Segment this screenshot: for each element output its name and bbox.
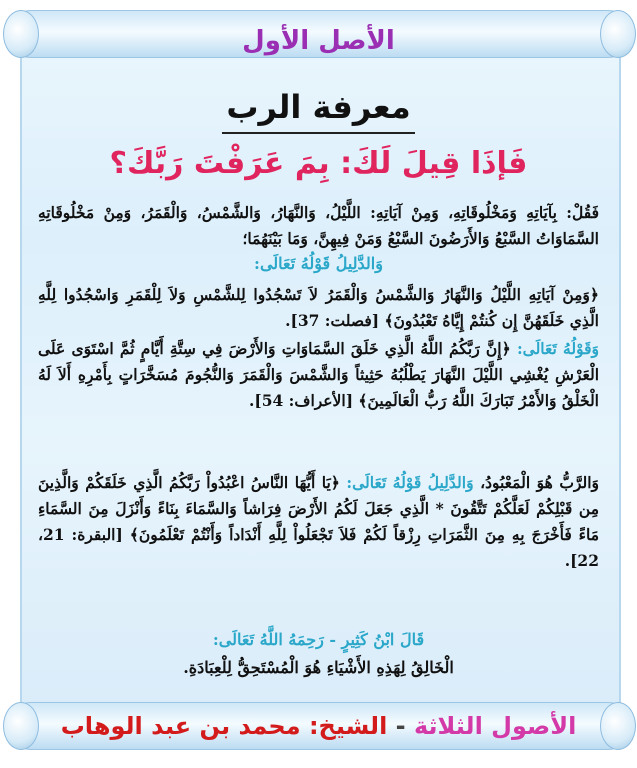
paragraph-verse-araf	[38, 336, 599, 414]
evidence-lead: وَقَوْلُهُ تَعَالَى:	[516, 339, 599, 358]
verse-text: ﴿إِنَّ رَبَّكُمُ اللَّهُ الَّذِي خَلَقَ السَّمَاوَاتِ وَالأَرْضَ فِي سِتَّةِ أَيَّامٍ ثُمَّ اسْتَوَى عَلَى الْعَرْشِ يُغْشِي اللَّيْلَ النَّهَارَ يَطْلُبُهُ حَثِيثاً وَالشَّمْسَ وَالْقَمَرَ وَالنُّجُومَ مُسَخَّرَاتٍ بِأَمْرِهِ أَلاَ لَهُ الْخَلْقُ وَالأَمْرُ تَبَارَكَ اللَّهُ رَبُّ الْعَالَمِينَ﴾ [الأعراف: 54].	[38, 339, 599, 410]
question-heading: فَإذَا قِيلَ لَكَ: بِمَ عَرَفْتَ رَبَّكَ؟	[109, 146, 528, 181]
lord-statement: وَالرَّبُّ هُوَ الْمَعْبُودُ،	[473, 473, 600, 492]
book-name: الأصول الثلاثة	[413, 712, 577, 740]
paragraph-verse-fussilat: ﴿وَمِنْ آيَاتِهِ اللَّيْلُ وَالنَّهَارُ وَالشَّمْسُ وَالْقَمَرُ لاَ تَسْجُدُوا لِلشَّمْسِ وَلاَ لِلْقَمَرِ وَاسْجُدُوا لِلَّهِ الَّذِي خَلَقَهُنَّ إِن كُنتُمْ إِيَّاهُ تَعْبُدُونَ﴾ [فصلت: 37].	[38, 285, 599, 330]
ibn-kathir-quote: الْخَالِقُ لِهَذِهِ الأَشْيَاءِ هُوَ الْمُسْتَحِقُّ لِلْعِبَادَةِ.	[183, 658, 454, 677]
title-underline	[222, 132, 415, 134]
evidence-heading: وَالدَّلِيلُ قَوْلُهُ تَعَالَى:	[254, 254, 383, 273]
page-title: الأصل الأول	[242, 26, 395, 56]
verse-text: ﴿يَا أَيُّهَا النَّاسُ اعْبُدُواْ رَبَّكُمُ الَّذِي خَلَقَكُمْ وَالَّذِينَ مِن قَبْلِكُمْ لَعَلَّكُمْ تَتَّقُونَ * الَّذِي جَعَلَ لَكُمُ الأَرْضَ فِرَاشاً وَالسَّمَاءَ بِنَاءً وَأَنْزَلَ مِنَ السَّمَاءِ مَاءً فَأَخْرَجَ بِهِ مِنَ الثَّمَرَاتِ رِزْقاً لَكُمْ فَلاَ تَجْعَلُواْ لِلَّهِ أَنْدَاداً وَأَنْتُمْ تَعْلَمُونَ﴾ [البقرة: 21، 22].	[38, 473, 599, 570]
paragraph-verse-baqara	[38, 470, 599, 574]
section-title: معرفة الرب	[226, 88, 411, 126]
evidence-lead: وَالدَّلِيلُ قَوْلُهُ تَعَالَى:	[346, 473, 474, 492]
paragraph-answer: فَقُلْ: بِآيَاتِهِ وَمَخْلُوقَاتِهِ، وَمِنْ آيَاتِهِ: اللَّيْلُ، وَالنَّهَارُ، وَالشَّمْسُ، وَالْقَمَرُ، وَمِنْ مَخْلُوقَاتِهِ السَّمَاوَاتُ السَّبْعُ وَالأَرَضُونَ السَّبْعُ وَمَنْ فِيهِنَّ، وَمَا بَيْنَهُمَا؛	[38, 203, 600, 248]
footer-credit	[0, 712, 637, 740]
author-name: الشيخ: محمد بن عبد الوهاب	[60, 712, 388, 740]
footer-dash: -	[387, 712, 414, 740]
ibn-kathir-heading: قَالَ ابْنُ كَثِيرٍ - رَحِمَهُ اللَّهُ تَعَالَى:	[212, 630, 425, 649]
